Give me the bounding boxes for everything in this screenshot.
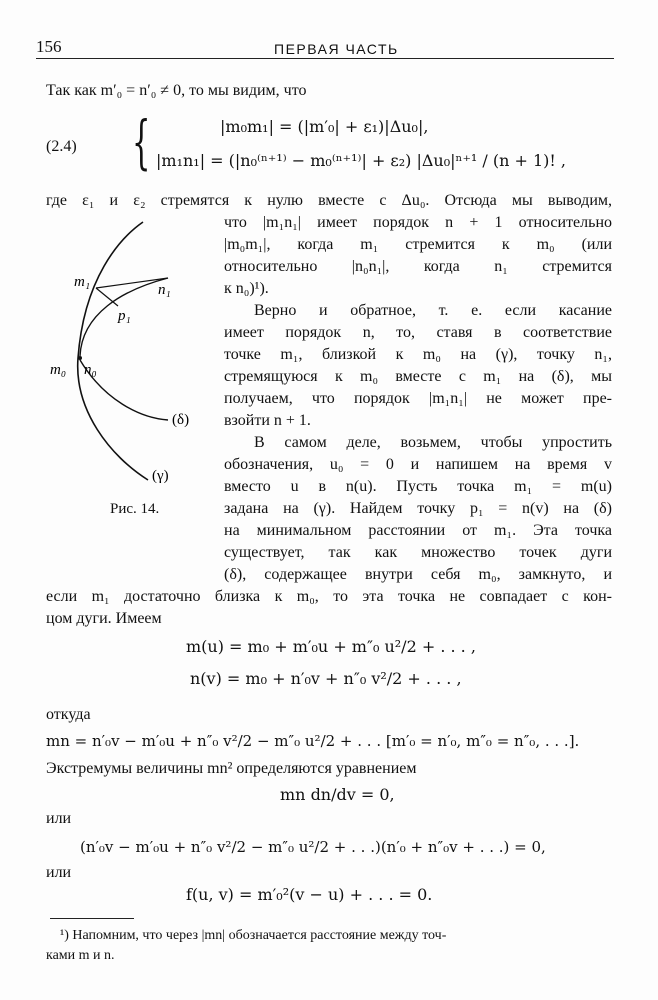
label-gamma: (γ) — [152, 468, 169, 484]
text-line: Верно и обратное, т. е. если касание — [254, 302, 612, 319]
equation-mn: mn = n′₀v − m′₀u + n″₀ v²/2 − m″₀ u²/2 + . . . [m′₀ = n′₀, m″₀ = n″₀, . . .]. — [46, 732, 580, 750]
running-title: ПЕРВАЯ ЧАСТЬ — [274, 41, 399, 57]
text-line: стремящуюся к m₀ вместе с m₁ на (δ), мы — [224, 368, 612, 385]
text-line: взойти n + 1. — [224, 412, 311, 429]
label-delta: (δ) — [172, 412, 190, 428]
text-line: В самом деле, возьмем, чтобы упростить — [254, 434, 612, 451]
footnote-line: ками m и n. — [46, 948, 115, 963]
figure-caption: Рис. 14. — [110, 501, 160, 517]
text-line: существует, так как множество точек дуги — [224, 544, 612, 561]
point-m0 — [78, 356, 82, 360]
header-rule — [36, 58, 614, 59]
equation-f: f(u, v) = m′₀²(v − u) + . . . = 0. — [186, 885, 433, 904]
equation-m-u: m(u) = m₀ + m′₀u + m″₀ u²/2 + . . . , — [186, 637, 476, 656]
text-line: (δ), содержащее внутри себя m₀, замкнуто, и — [224, 566, 612, 583]
text-line: что |m₁n₁| имеет порядок n + 1 относительно — [224, 214, 612, 231]
text-line: имеет порядок n, то, ставя в соответствие — [224, 324, 612, 341]
text-line: где ε₁ и ε₂ стремятся к нулю вместе с Δu₀. Отсюда мы выводим, — [46, 192, 612, 209]
equation-extremum: mn dn/dv = 0, — [280, 785, 395, 804]
figure-14 — [40, 210, 212, 500]
label-n0: n₀ — [84, 362, 97, 378]
curve-gamma — [78, 222, 148, 480]
label-n1: n₁ — [158, 282, 171, 298]
equation-brace: { — [132, 108, 151, 176]
footnote-line: ¹) Напомним, что через |mn| обозначается расстояние между точ- — [60, 928, 447, 943]
page-number: 156 — [36, 37, 62, 56]
text-line: если m₁ достаточно близка к m₀, то эта точка не совпадает с кон- — [46, 588, 612, 605]
label-m0: m₀ — [50, 362, 67, 378]
text-line: к n₀)¹). — [224, 280, 269, 297]
text-line: вместо u в n(u). Пусть точка m₁ = m(u) — [224, 478, 612, 495]
text-line: или — [46, 864, 72, 881]
intro-line: Так как m′₀ = n′₀ ≠ 0, то мы видим, что — [46, 82, 307, 99]
text-line: откуда — [46, 706, 91, 723]
text-line: |m₀m₁|, когда m₁ стремится к m₀ (или — [224, 236, 612, 253]
label-m1: m₁ — [74, 274, 91, 290]
segment-m1-p1 — [96, 288, 118, 306]
equation-product: (n′₀v − m′₀u + n″₀ v²/2 − m″₀ u²/2 + . . .)(n′₀ + n″₀v + . . .) = 0, — [80, 838, 546, 856]
text-line: обозначения, u₀ = 0 и напишем на время v — [224, 456, 612, 473]
text-line: точке m₁, близкой к m₀ на (γ), точку n₁, — [224, 346, 612, 363]
text-line: получаем, что порядок |m₁n₁| не может пре- — [224, 390, 612, 407]
equation-n-v: n(v) = m₀ + n′₀v + n″₀ v²/2 + . . . , — [190, 669, 462, 688]
equation-2-4-second: |m₁n₁| = (|n₀⁽ⁿ⁺¹⁾ − m₀⁽ⁿ⁺¹⁾| + ε₂) |Δu₀|ⁿ⁺¹ / (n + 1)! , — [156, 151, 567, 170]
text-line: задана на (γ). Найдем точку p₁ = n(v) на (δ) — [224, 500, 612, 517]
label-p1: p₁ — [118, 308, 131, 324]
equation-label: (2.4) — [46, 138, 77, 155]
text-line: или — [46, 810, 72, 827]
text-line: на минимальном расстоянии от m₁. Эта точка — [224, 522, 612, 539]
footnote-rule — [50, 918, 134, 919]
text-line: Экстремумы величины mn² определяются уравнением — [46, 760, 417, 777]
text-line: цом дуги. Имеем — [46, 610, 162, 627]
text-line: относительно |n₀n₁|, когда n₁ стремится — [224, 258, 612, 275]
equation-2-4-first: |m₀m₁| = (|m′₀| + ε₁)|Δu₀|, — [220, 117, 429, 136]
